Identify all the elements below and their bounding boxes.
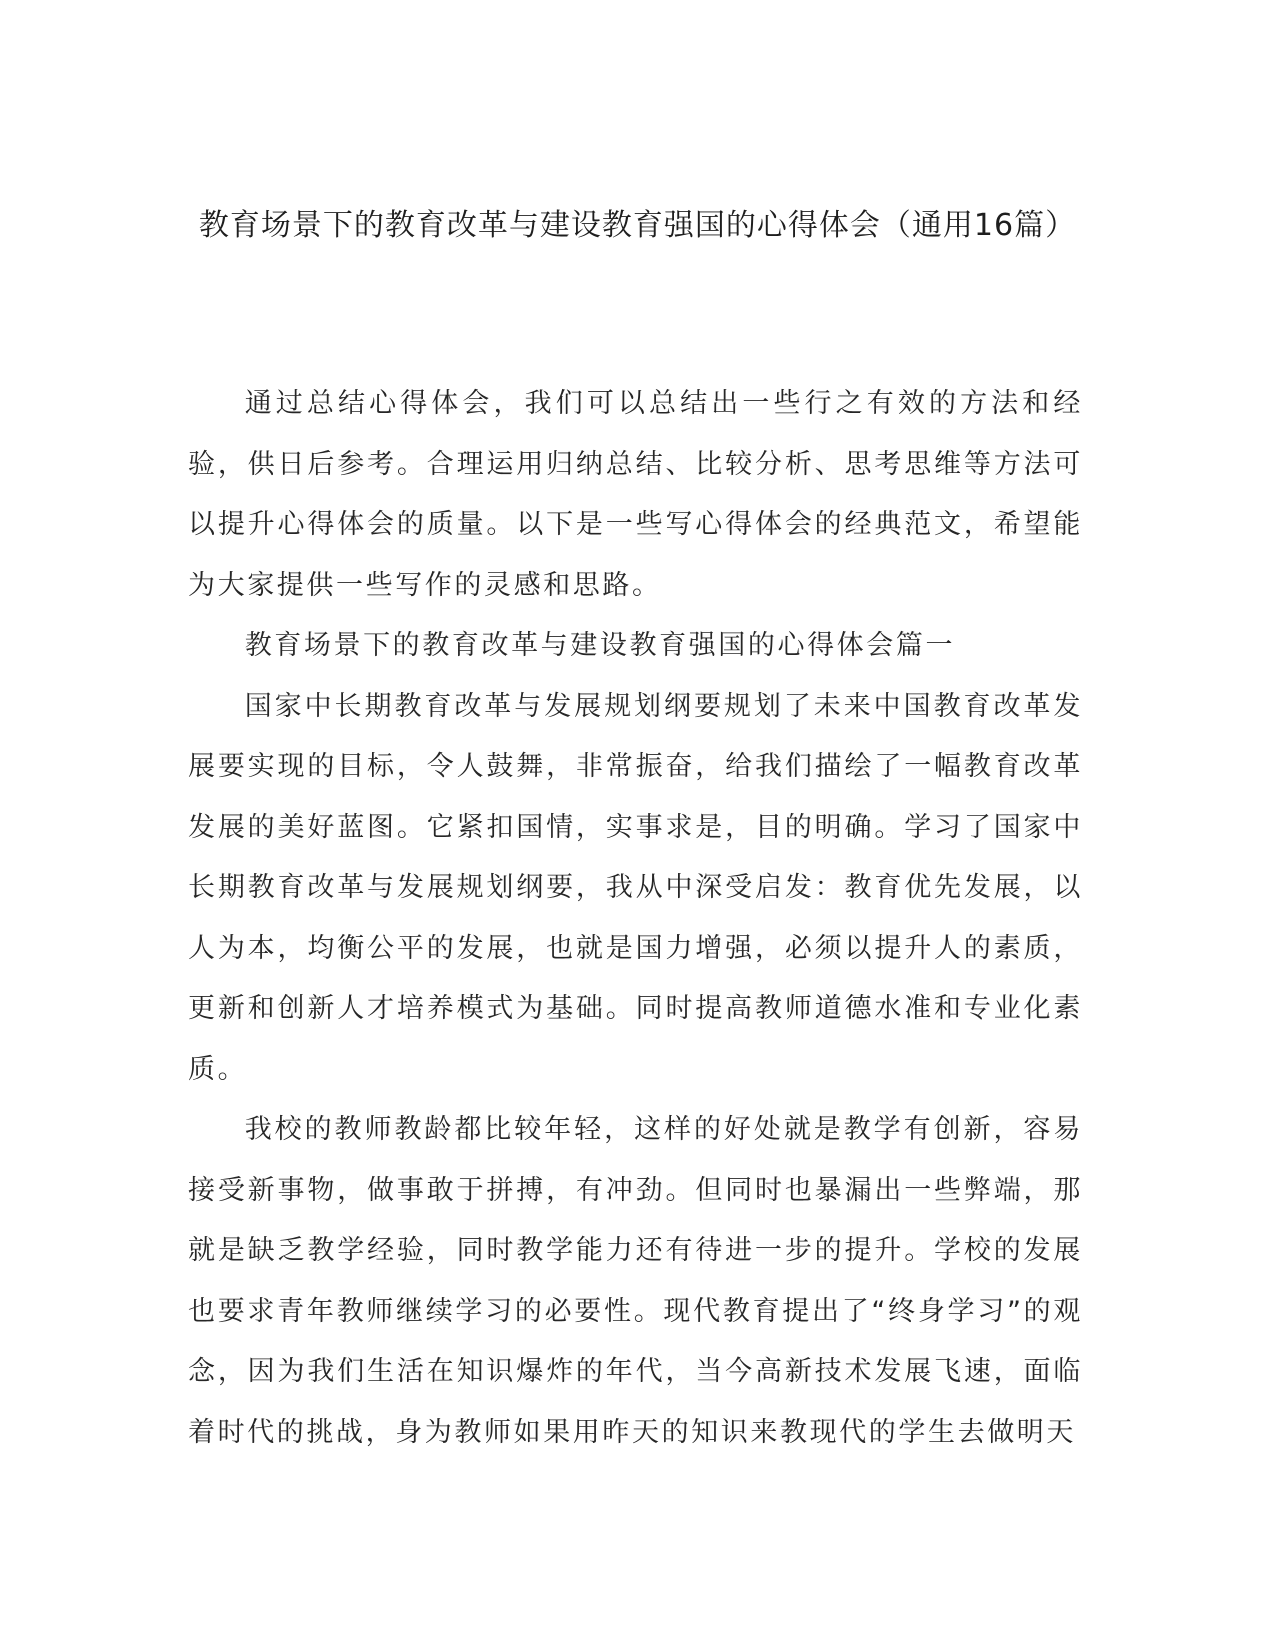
intro-paragraph: 通过总结心得体会，我们可以总结出一些行之有效的方法和经验，供日后参考。合理运用归纳总结、比较分析、思考思维等方法可以提升心得体会的质量。以下是一些写心得体会的经典范文，希望能为大家提供一些写作的灵感和思路。: [188, 388, 1083, 601]
document-title: 教育场景下的教育改革与建设教育强国的心得体会（通用16篇）: [198, 208, 1077, 243]
body-paragraph: 我校的教师教龄都比较年轻，这样的好处就是教学有创新，容易接受新事物，做事敢于拼搏，有冲劲。但同时也暴漏出一些弊端，那就是缺乏教学经验，同时教学能力还有待进一步的提升。学校的发展也要求青年教师继续学习的必要性。现代教育提出了“终身学习”的观念，因为我们生活在知识爆炸的年代，当今高新技术发展飞速，面临着时代的挑战，身为教师如果用昨天的知识来教现代的学生去做明天: [188, 1114, 1083, 1448]
body-paragraph: 国家中长期教育改革与发展规划纲要规划了未来中国教育改革发展要实现的目标，令人鼓舞，非常振奋，给我们描绘了一幅教育改革发展的美好蓝图。它紧扣国情，实事求是，目的明确。学习了国家中长期教育改革与发展规划纲要，我从中深受启发：教育优先发展，以人为本，均衡公平的发展，也就是国力增强，必须以提升人的素质，更新和创新人才培养模式为基础。同时提高教师道德水准和专业化素质。: [188, 690, 1083, 1085]
document-body: [188, 374, 1083, 1463]
section-heading: 教育场景下的教育改革与建设教育强国的心得体会篇一: [244, 630, 956, 661]
